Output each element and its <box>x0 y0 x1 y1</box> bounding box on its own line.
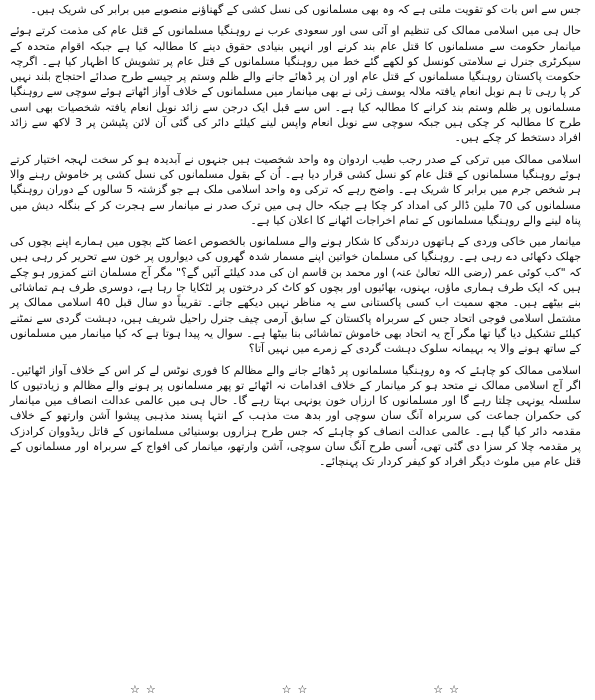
star-icon: ☆☆ <box>129 683 162 696</box>
article-paragraph: جس سے اس بات کو تقویت ملتی ہے کہ وہ بھی مسلمانوں کی نسل کشی کے گھناؤنے منصوبے میں برابر کی شریک ہیں۔ <box>30 3 581 16</box>
article-paragraph: اسلامی ممالک کو چاہئے کہ وہ روہنگیا مسلمانوں پر ڈھائے جانے والے مظالم کا فوری نوٹس لے کر اس کے خلاف آواز اٹھائیں۔ اگر آج اسلامی ممالک نے متحد ہو کر میانمار کے خلاف اقدامات نہ اٹھائے تو پھر مسلمانوں پر ہونے والے مظالم و زیادتیوں کا سلسلہ یونہی چلتا رہے گا اور مسلمانوں کا ارزاں خون یونہی بہتا رہے گا۔ حال ہی میں عالمی عدالت انصاف میں میانمار کی حکمران جماعت کی سربراہ آنگ سان سوچی اور بدھ مت مذہب کے انتہا پسند مذہبی پیشوا آشن وارتھو کے خلاف مقدمہ دائر کیا گیا ہے۔ عالمی عدالت انصاف کو چاہئے کہ جس طرح ہزاروں بوسنیائی مسلمانوں کے قاتل ریڈووان کرادزک پر مقدمہ چلا کر سزا دی گئی تھی، اُسی طرح آنگ سان سوچی، آشن وارتھو، میانمار کی افواج کے سربراہ اور مسلمانوں کے قتل عام میں ملوث دیگر افراد کو کیفر کردار تک پہنچائے۔ <box>10 363 581 469</box>
article-paragraph: حال ہی میں اسلامی ممالک کی تنظیم او آئی سی اور سعودی عرب نے روہنگیا مسلمانوں کے قتل عام کی مذمت کرتے ہوئے میانمار حکومت سے مسلمانوں کا قتل عام بند کرنے اور انہیں بنیادی حقوق دینے کا مطالبہ کیا ہے جبکہ اقوام متحدہ کے سیکرٹری جنرل نے سلامتی کونسل کو لکھے گئے خط میں روہنگیا مسلمانوں کے قتل عام پر تشویش کا اظہار کیا ہے۔ اگرچہ حکومت پاکستان روہنگیا مسلمانوں کے قتل عام اور ان پر ڈھائے جانے والے ظلم وستم پر جیسے طرح صدائے احتجاج بلند نہیں کر پا رہی تا ہم نوبل انعام یافتہ ملالہ یوسف زئی نے بھی میانمار میں مسلمانوں کے خلاف آواز اٹھاتے ہوئے سوچی سے روہنگیا مسلمانوں پر ظلم وستم بند کرانے کا مطالبہ کیا ہے۔ اس سے قبل ایک درجن سے زائد نوبل انعام یافتہ شخصیات بھی اسی طرح کا مطالبہ کر چکی ہیں جبکہ سوچی سے نوبل انعام واپس لینے کیلئے دائر کی گئی آن لائن پٹیشن پر 3 لاکھ سے زائد افراد دستخط کر چکے ہیں۔ <box>10 24 581 145</box>
article-paragraph: میانمار میں خاکی وردی کے ہاتھوں درندگی کا شکار ہونے والے مسلمانوں بالخصوص اعضا کٹے بچوں میں ہمارے اپنے بچوں کی جھلک دکھائی دے رہی ہے۔ روہنگیا کی مسلمان خواتین اپنے مسمار شدہ گھروں کی دیواروں پر خون سے تحریر کر رہی ہیں کہ "کب کوئی عمر (رضی اللہ تعالیٰ عنہ) اور محمد بن قاسم ان کی مدد کیلئے آئیں گے؟" مگر آج مسلمان اتنے کمزور ہو چکے ہیں کہ ایک طرف ہماری ماؤں، بہنوں، بھائیوں اور بچوں کو کاٹ کر درختوں پر لٹکایا جا رہا ہے، دوسری طرف ہم تماشائی بنے بیٹھے ہیں۔ مجھ سمیت اب کسی پاکستانی سے یہ مناظر نہیں دیکھے جاتے۔ تقریباً دو سال قبل 40 اسلامی ممالک پر مشتمل اسلامی فوجی اتحاد جس کے سربراہ پاکستان کے سابق آرمی چیف جنرل راحیل شریف ہیں، دہشت گردی سے نمٹنے کیلئے تشکیل دیا گیا تھا مگر آج یہ اتحاد بھی خاموش تماشائی بنا بیٹھا ہے۔ سوال یہ پیدا ہوتا ہے کہ کیا میانمار میں مسلمانوں کے ساتھ ہونے والا یہ بہیمانہ سلوک دہشت گردی کے زمرے میں نہیں آتا؟ <box>10 235 581 356</box>
article-body <box>10 2 581 470</box>
star-icon: ☆☆ <box>433 683 465 696</box>
star-icon: ☆☆ <box>281 683 314 696</box>
article-paragraph: اسلامی ممالک میں ترکی کے صدر رجب طیب اردوان وہ واحد شخصیت ہیں جنہوں نے آبدیدہ ہو کر سخت لہجہ اختیار کرتے ہوئے روہنگیا مسلمانوں کے قتل عام کو نسل کشی قرار دیا ہے۔ اُن کے بقول مسلمانوں کی نسل کشی پر خاموش رہنے والا ہر شخص جرم میں برابر کا شریک ہے۔ واضح رہے کہ ترکی وہ واحد اسلامی ملک ہے جو گزشتہ 5 سالوں کے دوران روہنگیا مسلمانوں کی 70 ملین ڈالر کی امداد کر چکا ہے جبکہ حال ہی میں ترک صدر نے میانمار سے ہجرت کر کے بنگلہ دیش میں پناہ لینے والے روہنگیا مسلمانوں کے تمام اخراجات اٹھانے کا اعلان کیا ہے۔ <box>10 152 582 227</box>
footer-star-divider <box>0 683 595 696</box>
